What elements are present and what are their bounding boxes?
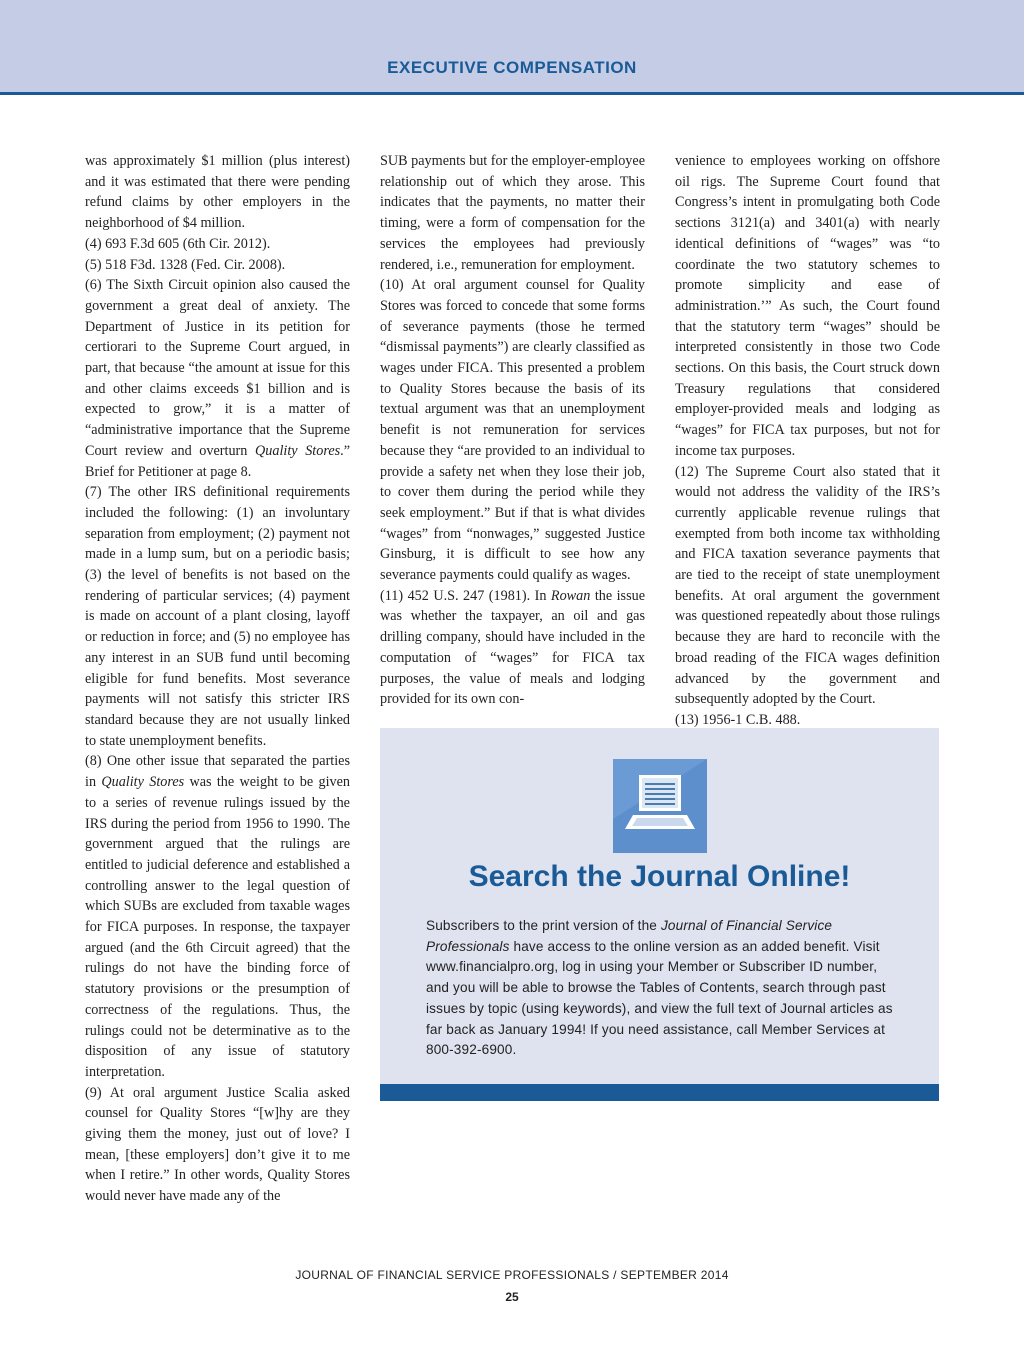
footnote-7: (7) The other IRS definitional requirements included the following: (1) an involuntary separation from employment; (2) payment not made in a lump sum, but on a periodic basis; (3) the level of benefits is not based on the rendering of particular services; (4) payment is made on account of a plant closing, layoff or reduction in force; and (5) no employee has any interest in an SUB fund until becoming eligible for fund benefits. Most severance payments will not satisfy this stricter IRS standard because they are not usually linked to state unemployment benefits. — [85, 484, 350, 749]
promo-accent-bar — [380, 1084, 939, 1101]
footnote-13: (13) 1956-1 C.B. 488. — [675, 711, 801, 728]
case-name: Rowan — [550, 587, 591, 604]
footnote-6 — [85, 275, 350, 482]
promo-box — [380, 728, 939, 1101]
footnote-8 — [85, 751, 350, 1082]
paragraph: SUB payments but for the employer-employee relationship out of which they arose. This indicates that the payments, no matter their timing, were a form of compensation for the services the employees had previously rendered, i.e., remuneration for employment. — [380, 153, 645, 273]
section-title: EXECUTIVE COMPENSATION — [387, 58, 637, 77]
footnote-5: (5) 518 F3d. 1328 (Fed. Cir. 2008). — [85, 256, 286, 273]
paragraph: was approximately $1 million (plus interest) and it was estimated that there were pending refund claims by other employers in the neighborhood of $4 million. — [85, 153, 350, 232]
text-run: Subscribers to the print version of the — [426, 918, 661, 933]
text-run: was the weight to be given to a series of revenue rulings issued by the IRS during the period from 1956 to 1990. The government argued that the rulings are entitled to judicial deference and established a controlling answer to the legal question of which SUBs are excluded from taxable wages for FICA purposes. In response, the taxpayer argued (and the 6th Circuit agreed) that the rulings do not have the binding force of statutory provisions or the presumption of correctness of the regulations. Thus, the rulings could not be determinative as to the disposition of any issue of statutory interpretation. — [85, 774, 350, 1080]
text-run: .” Brief for Petitioner at page 8. — [85, 442, 351, 480]
footnote-10: (10) At oral argument counsel for Quality Stores was forced to concede that some forms of severance payments (those he termed “dismissal payments”) are clearly classified as wages under FICA. This presented a problem to Quality Stores because the basis of its textual argument was that an unemployment benefit is not remuneration for services because they “are provided to an individual to provide a safety net when they lose their job, to cover them during the period while they seek employment.” But if that is what divides “wages” from “nonwages,” suggested Justice Ginsburg, it is difficult to see how any severance payments could qualify as wages. — [380, 277, 645, 584]
text-column-3 — [675, 151, 940, 751]
promo-title: Search the Journal Online! — [468, 860, 851, 893]
footnote-4: (4) 693 F.3d 605 (6th Cir. 2012). — [85, 235, 271, 252]
text-column-1 — [85, 151, 350, 1207]
case-name: Quality Stores — [255, 442, 341, 459]
page-number: 25 — [505, 1290, 519, 1304]
text-run: (11) 452 U.S. 247 (1981). In — [380, 587, 551, 604]
text-run: the issue was whether the taxpayer, an oil and gas drilling company, should have included in the computation of “wages” for FICA tax purposes, the value of meals and lodging provided for its own con- — [380, 587, 645, 708]
page-header — [0, 0, 1024, 95]
text-run: have access to the online version as an added benefit. Visit www.financialpro.org, log in using your Member or Subscriber ID number, and you will be able to browse the Tables of Contents, search through past issues by topic (using keywords), and view the full text of Journal articles as far back as January 1994! If you need assistance, call Member Services at 800-392-6900. — [426, 938, 893, 1058]
footnote-12: (12) The Supreme Court also stated that it would not address the validity of the IRS’s currently applicable revenue rulings that exempted from both income tax withholding and FICA taxation severance payments that are tied to the receipt of state unemployment benefits. At oral argument the government was questioned repeatedly about those rulings because they are hard to reconcile with the broad reading of the FICA wages definition advanced by the government and subsequently adopted by the Court. — [675, 463, 940, 708]
text-column-2 — [380, 151, 645, 710]
text-run: (8) One other issue that separated the parties in — [85, 753, 350, 791]
journal-name: Journal of Financial Service Professionals — [426, 918, 833, 954]
text-run: (6) The Sixth Circuit opinion also caused the government a great deal of anxiety. The Department of Justice in its petition for certiorari to the Supreme Court argued, in part, that because “the amount at issue for this and other claims exceeds $1 billion and is expected to grow,” it is a matter of “administrative importance that the Supreme Court review and overturn — [85, 277, 350, 459]
footer-journal-title: JOURNAL OF FINANCIAL SERVICE PROFESSIONALS / SEPTEMBER 2014 — [295, 1268, 729, 1282]
footnote-11 — [380, 586, 645, 710]
case-name: Quality Stores — [101, 774, 185, 791]
laptop-icon — [613, 759, 707, 853]
footnote-9: (9) At oral argument Justice Scalia asked counsel for Quality Stores “[w]hy are they giving them the money, just out of love? I mean, [these employers] don’t give it to me when I retire.” In other words, Quality Stores would never have made any of the — [85, 1084, 350, 1205]
promo-body — [426, 916, 894, 1061]
paragraph: venience to employees working on offshore oil rigs. The Supreme Court found that Congress’s intent in promulgating both Code sections 3121(a) and 3401(a) with nearly identical definitions of “wages” was “to coordinate the two statutory schemes to promote simplicity and ease of administration.’” As such, the Court found that the statutory term “wages” should be interpreted consistently in those two Code sections. On this basis, the Court struck down Treasury regulations that considered employer-provided meals and lodging as “wages” for FICA tax purposes, but not for income tax purposes. — [675, 153, 940, 459]
